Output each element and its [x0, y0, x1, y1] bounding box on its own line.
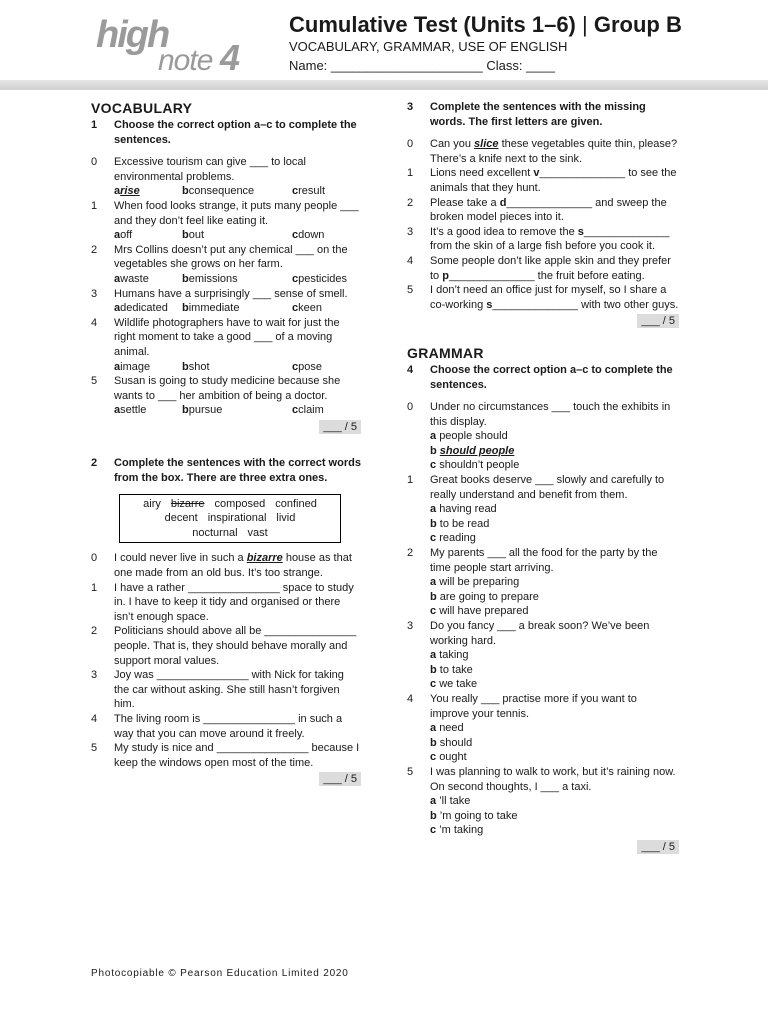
option-letter: a [430, 503, 440, 516]
answer-options [114, 403, 361, 418]
question-body [430, 619, 679, 692]
task-instruction [91, 118, 361, 147]
question-number: 0 [407, 138, 414, 151]
option-letter: c [292, 360, 299, 373]
question-text: ______________ with two other guys. [492, 298, 679, 311]
option-text: off [120, 229, 133, 242]
word-box-item: composed [214, 497, 266, 510]
option-b[interactable] [182, 301, 292, 316]
question-text: Mrs Collins doesn’t put any chemical ___ on the vegetables she grows on her farm. [114, 243, 348, 271]
word-box-item: airy [143, 497, 161, 510]
option-letter: a [114, 404, 121, 417]
question-text: The living room is _______________ in such a way that you can move around it freely. [114, 712, 343, 740]
option-b[interactable] [182, 184, 292, 199]
option-text: settle [120, 404, 147, 417]
option-c[interactable] [292, 403, 324, 418]
option-a[interactable] [114, 272, 182, 287]
question-text: ______________ from the skin of a large fish before you cook it. [430, 225, 670, 253]
option-text: shouldn’t people [439, 459, 520, 472]
option-text: result [298, 185, 326, 198]
option-text: rise [120, 185, 140, 198]
name-class-line: Name: _____________________ Class: ____ [289, 58, 555, 73]
question-text: I have a rather _______________ space to study in. I have to keep it tidy and organised or there isn’t enough space. [114, 581, 354, 623]
option-c[interactable] [430, 531, 679, 546]
option-letter: a [114, 360, 121, 373]
option-letter: a [114, 302, 121, 315]
option-text: should [439, 736, 473, 749]
question-text: ______________ and sweep the broken model pieces into it. [430, 196, 667, 224]
option-c[interactable] [292, 184, 325, 199]
option-b[interactable] [430, 517, 679, 532]
question-text: ______________ to see the animals that they hunt. [430, 167, 677, 194]
option-letter: a [430, 795, 440, 808]
question-item [91, 551, 361, 580]
question-number: 0 [91, 156, 98, 169]
left-column [91, 100, 361, 787]
question-number: 4 [407, 254, 414, 267]
option-text: immediate [188, 302, 240, 315]
question-item [91, 287, 361, 316]
option-b[interactable] [182, 403, 292, 418]
question-body [430, 473, 679, 546]
option-letter: b [430, 590, 440, 603]
word-box-item: livid [276, 512, 296, 525]
word-box-item: decent [164, 512, 198, 525]
question-item [91, 199, 361, 243]
question-number: 1 [407, 167, 414, 180]
option-text: pursue [188, 404, 223, 417]
question-body[interactable] [430, 283, 679, 312]
option-c[interactable] [292, 360, 322, 375]
option-b[interactable] [430, 809, 679, 824]
question-text: house as that one made from an old bus. It’s too strange. [114, 552, 352, 580]
option-letter: a [114, 272, 121, 285]
task4-items [407, 400, 679, 838]
option-c[interactable] [430, 750, 679, 765]
question-number: 0 [407, 401, 414, 414]
option-text: to take [439, 663, 473, 676]
task-number: 3 [407, 101, 414, 113]
first-letter: d [499, 196, 507, 209]
option-b[interactable] [182, 272, 292, 287]
option-b[interactable] [430, 590, 679, 605]
question-text: When food looks strange, it puts many people ___ and they don’t feel like eating it. [114, 199, 359, 227]
question-body[interactable] [114, 741, 361, 770]
question-body[interactable] [114, 624, 361, 668]
footer-copyright: Photocopiable © Pearson Education Limited 2020 [91, 968, 349, 979]
task-instruction [407, 100, 679, 129]
option-letter: b [430, 517, 440, 530]
option-b[interactable] [182, 228, 292, 243]
logo-high: high [96, 14, 169, 56]
option-a[interactable] [430, 502, 679, 517]
section-heading-grammar: GRAMMAR [407, 344, 484, 361]
option-b[interactable] [182, 360, 292, 375]
question-number: 4 [407, 692, 414, 705]
option-text: down [298, 229, 325, 242]
option-text: waste [120, 272, 149, 285]
score-box: ___ / 5 [91, 772, 361, 787]
option-text: image [120, 360, 151, 373]
question-number: 3 [91, 669, 98, 682]
high-note-logo [96, 16, 256, 80]
option-b[interactable] [430, 444, 679, 459]
question-item [407, 619, 679, 692]
question-number: 4 [91, 712, 98, 725]
question-text: ______________ the fruit before eating. [448, 269, 645, 282]
question-body[interactable] [430, 196, 679, 225]
question-text: these vegetables quite thin, please? There’s a knife next to the sink. [430, 138, 678, 165]
option-c[interactable] [430, 677, 679, 692]
question-body [430, 400, 679, 473]
question-item [407, 254, 679, 283]
option-letter: c [430, 532, 440, 545]
option-text: claim [298, 404, 324, 417]
question-item [91, 581, 361, 625]
answer-options [114, 184, 361, 199]
option-c[interactable] [292, 228, 324, 243]
question-item [91, 624, 361, 668]
option-text: ’m taking [439, 824, 484, 837]
question-item [91, 316, 361, 374]
option-letter: b [430, 444, 440, 457]
option-b[interactable] [430, 736, 679, 751]
question-text: My study is nice and _______________ because I keep the windows open most of the time. [114, 742, 360, 769]
question-item [407, 196, 679, 225]
option-letter: a [430, 576, 440, 589]
question-body [114, 155, 361, 199]
example-answer: lice [480, 138, 499, 151]
question-body[interactable] [114, 712, 361, 741]
task-text: Complete the sentences with the missing words. The first letters are given. [430, 101, 646, 128]
question-text: Can you [430, 138, 475, 151]
option-letter: b [182, 360, 189, 373]
question-text: Politicians should above all be _______________ people. That is, they should behave morally and support moral values. [114, 625, 357, 667]
question-item [407, 546, 679, 619]
question-item [91, 243, 361, 287]
option-letter: c [292, 229, 299, 242]
question-body [114, 243, 361, 287]
option-b[interactable] [430, 663, 679, 678]
option-letter: c [292, 272, 299, 285]
word-box-item: vast [247, 526, 268, 539]
question-number: 2 [91, 243, 98, 256]
question-item [91, 155, 361, 199]
question-text: Excessive tourism can give ___ to local environmental problems. [114, 156, 306, 183]
page-subtitle: VOCABULARY, GRAMMAR, USE OF ENGLISH [289, 39, 568, 54]
question-item [407, 283, 679, 312]
option-c[interactable] [430, 823, 679, 838]
question-number: 3 [91, 287, 98, 300]
question-item [407, 765, 679, 838]
question-number: 5 [91, 375, 98, 388]
option-letter: b [430, 663, 440, 676]
answer-options [114, 228, 361, 243]
option-c[interactable] [292, 272, 347, 287]
option-letter: c [430, 459, 440, 472]
option-text: reading [439, 532, 476, 545]
option-text: consequence [188, 185, 255, 198]
task-text: Choose the correct option a–c to complete the sentences. [430, 363, 673, 391]
option-text: will have prepared [439, 605, 529, 618]
question-item [407, 137, 679, 166]
question-item [91, 374, 361, 418]
question-body [430, 765, 679, 838]
question-body[interactable] [430, 166, 679, 195]
question-body [430, 692, 679, 765]
task-instruction [407, 363, 679, 392]
first-letter: s [486, 298, 493, 311]
option-text: ’m going to take [439, 809, 518, 822]
question-text: I was planning to walk to work, but it’s raining now. On second thoughts, I ___ a taxi. [430, 765, 676, 793]
option-text: ought [439, 751, 467, 764]
word-box [119, 494, 341, 544]
question-body[interactable] [114, 581, 361, 625]
option-text: will be preparing [439, 576, 520, 589]
task1-items [91, 155, 361, 418]
question-number: 1 [91, 581, 98, 594]
question-item [91, 712, 361, 741]
answer-options [114, 360, 361, 375]
question-number: 0 [91, 552, 98, 565]
question-body[interactable] [430, 254, 679, 283]
question-text: Great books deserve ___ slowly and carefully to really understand and benefit from them. [430, 474, 665, 501]
option-letter: a [114, 229, 121, 242]
option-text: to be read [439, 517, 490, 530]
option-text: emissions [188, 272, 238, 285]
word-box-item: bizarre [170, 497, 205, 510]
question-item [407, 692, 679, 765]
right-column [407, 100, 679, 855]
question-text: Wildlife photographers have to wait for just the right moment to take a good ___ of a moving animal. [114, 316, 340, 358]
option-a[interactable] [430, 721, 679, 736]
question-number: 3 [407, 620, 414, 632]
title-separator: | [582, 12, 588, 37]
option-c[interactable] [292, 301, 322, 316]
option-text: having read [439, 503, 497, 516]
option-text: are going to prepare [439, 590, 539, 603]
question-item [91, 668, 361, 712]
question-item [407, 166, 679, 195]
question-text: Susan is going to study medicine because she wants to ___ her ambition of being a doctor. [114, 375, 341, 402]
option-letter: b [182, 185, 189, 198]
option-text: pesticides [298, 272, 348, 285]
first-letter: p [442, 269, 449, 282]
option-letter: a [114, 185, 121, 198]
option-letter: b [430, 809, 440, 822]
question-text: I don’t need an office just for myself, so I share a co-working [430, 284, 667, 311]
option-letter: c [430, 751, 440, 764]
option-letter: b [182, 272, 189, 285]
task-number: 1 [91, 119, 98, 131]
question-text: Do you fancy ___ a break soon? We’ve been working hard. [430, 620, 650, 647]
first-letter: v [533, 167, 540, 180]
first-letter: s [474, 138, 481, 151]
option-a[interactable] [430, 429, 679, 444]
question-item [407, 473, 679, 546]
question-body [114, 287, 361, 316]
header-divider-bar [0, 80, 768, 90]
task-text: Complete the sentences with the correct words from the box. There are three extra ones. [114, 457, 361, 485]
option-a[interactable] [430, 794, 679, 809]
question-text: Lions need excellent [430, 167, 534, 180]
task-number: 2 [91, 457, 98, 470]
question-number: 2 [91, 625, 98, 638]
question-item [407, 400, 679, 473]
question-body [114, 374, 361, 418]
question-text: Humans have a surprisingly ___ sense of smell. [114, 287, 348, 300]
question-text: My parents ___ all the food for the party by the time people start arriving. [430, 547, 658, 574]
task-number: 4 [407, 363, 414, 376]
question-text: You really ___ practise more if you want to improve your tennis. [430, 692, 637, 720]
question-number: 5 [407, 765, 414, 778]
question-number: 5 [91, 742, 98, 755]
word-box-item: inspirational [207, 512, 267, 525]
task2-items [91, 551, 361, 770]
logo-note: note [158, 44, 213, 77]
question-body[interactable] [430, 225, 679, 254]
page-title [289, 12, 682, 38]
option-a[interactable] [114, 228, 182, 243]
score-box: ___ / 5 [407, 314, 679, 329]
question-number: 4 [91, 316, 98, 329]
option-text: keen [298, 302, 322, 315]
question-text: Under no circumstances ___ touch the exhibits in this display. [430, 401, 671, 428]
option-letter: c [430, 605, 440, 618]
option-a[interactable] [114, 301, 182, 316]
question-number: 3 [407, 225, 414, 238]
question-body [430, 546, 679, 619]
task-text: Choose the correct option a–c to complete the sentences. [114, 119, 357, 146]
option-a[interactable] [430, 575, 679, 590]
option-letter: b [430, 736, 440, 749]
question-text: Some people don’t like apple skin and they prefer to [430, 254, 671, 282]
title-main: Cumulative Test (Units 1–6) [289, 12, 576, 37]
question-body[interactable] [114, 668, 361, 712]
answer-options [114, 301, 361, 316]
question-body[interactable] [430, 137, 679, 166]
score-box: ___ / 5 [407, 840, 679, 855]
word-box-item: confined [275, 497, 317, 510]
task-instruction [91, 456, 361, 485]
option-text: we take [439, 678, 478, 691]
option-text: taking [439, 649, 469, 662]
option-text: shot [188, 360, 210, 373]
section-heading-vocabulary: VOCABULARY [91, 100, 193, 116]
question-body[interactable] [114, 551, 361, 580]
option-letter: a [430, 430, 440, 443]
option-a[interactable] [430, 648, 679, 663]
answer-options [114, 272, 361, 287]
question-number: 2 [407, 547, 414, 560]
question-item [407, 225, 679, 254]
question-text: I could never live in such a [114, 552, 247, 565]
option-text: dedicated [120, 302, 168, 315]
question-body [114, 316, 361, 374]
question-number: 2 [407, 196, 414, 209]
question-number: 1 [91, 199, 98, 212]
option-letter: b [182, 404, 189, 417]
score-box: ___ / 5 [91, 420, 361, 435]
question-text: It’s a good idea to remove the [430, 225, 578, 238]
question-number: 1 [407, 474, 414, 487]
task3-items [407, 137, 679, 312]
option-letter: c [430, 824, 440, 837]
question-body [114, 199, 361, 243]
question-item [91, 741, 361, 770]
option-c[interactable] [430, 604, 679, 619]
option-letter: a [430, 722, 440, 735]
question-number: 5 [407, 284, 414, 297]
title-group: Group B [593, 12, 682, 37]
option-letter: c [292, 302, 299, 315]
example-answer: bizarre [246, 552, 283, 565]
option-text: should people [439, 444, 515, 457]
option-letter: a [430, 649, 440, 662]
question-text: Joy was _______________ with Nick for taking the car without asking. She still hasn’t forgiven him. [114, 669, 344, 711]
option-text: people should [439, 430, 508, 443]
option-letter: b [182, 302, 189, 315]
option-letter: c [430, 678, 440, 691]
question-text: Please take a [430, 196, 500, 209]
option-letter: b [182, 229, 189, 242]
logo-number: 4 [220, 37, 241, 78]
option-a[interactable] [114, 184, 182, 199]
option-letter: c [292, 404, 299, 417]
first-letter: s [577, 225, 584, 238]
word-box-item: nocturnal [192, 526, 238, 539]
option-text: ’ll take [439, 795, 471, 808]
option-c[interactable] [430, 458, 679, 473]
option-text: need [439, 722, 464, 735]
option-a[interactable] [114, 403, 182, 418]
option-text: out [188, 229, 205, 242]
option-text: pose [298, 360, 322, 373]
option-a[interactable] [114, 360, 182, 375]
option-letter: c [292, 185, 299, 198]
